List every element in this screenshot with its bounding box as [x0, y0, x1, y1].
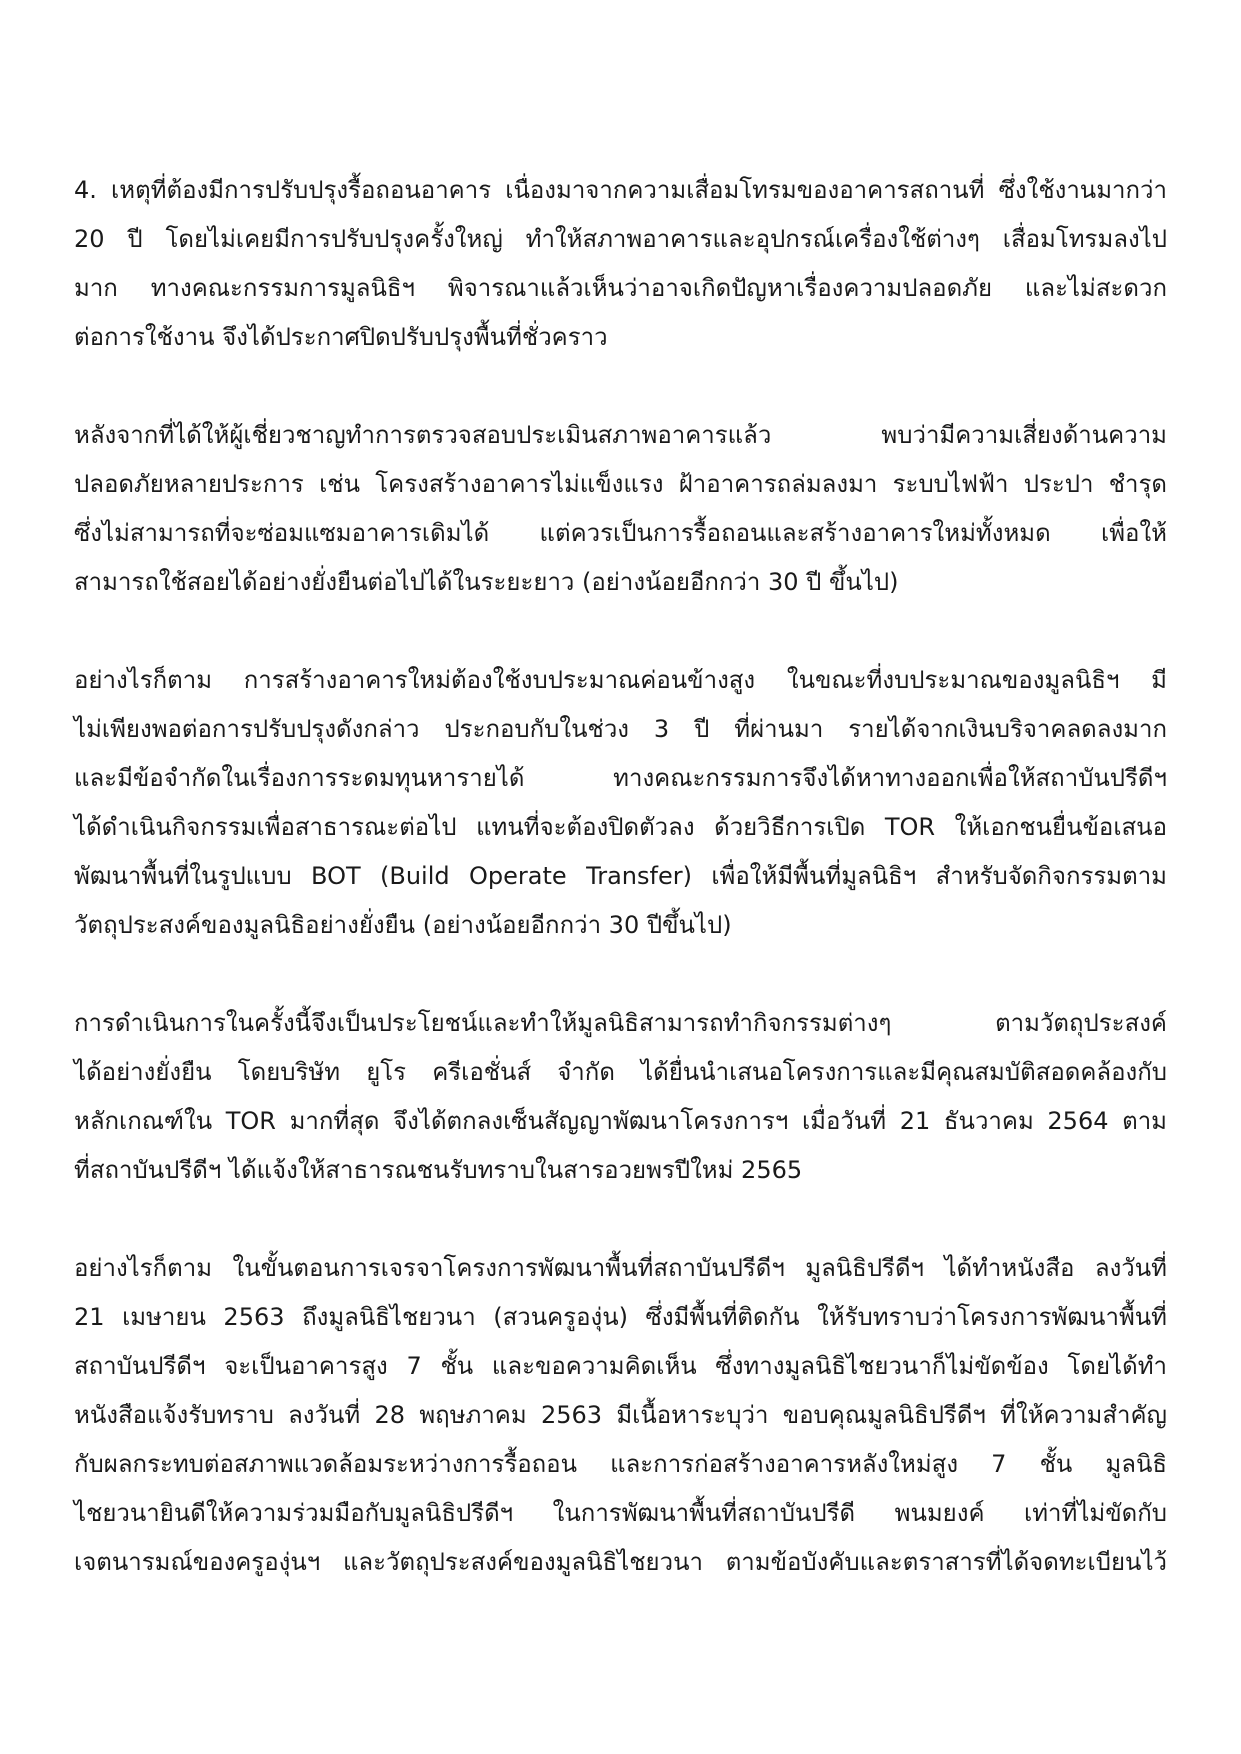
text-line: มาก ทางคณะกรรมการมูลนิธิฯ พิจารณาแล้วเห็นว่าอาจเกิดปัญหาเรื่องความปลอดภัย และไม่สะดวก [74, 274, 1167, 302]
text-line: ปลอดภัยหลายประการ เช่น โครงสร้างอาคารไม่แข็งแรง ฝ้าอาคารถล่มลงมา ระบบไฟฟ้า ประปา ชำรุด [74, 470, 1167, 498]
paragraph-1 [74, 166, 1167, 362]
text-line: สถาบันปรีดีฯ จะเป็นอาคารสูง 7 ชั้น และขอความคิดเห็น ซึ่งทางมูลนิธิไชยวนาก็ไม่ขัดข้อง โดยได้ทำ [74, 1352, 1167, 1380]
text-line: กับผลกระทบต่อสภาพแวดล้อมระหว่างการรื้อถอน และการก่อสร้างอาคารหลังใหม่สูง 7 ชั้น มูลนิธิ [74, 1450, 1167, 1478]
text-line: การดำเนินการในครั้งนี้จึงเป็นประโยชน์และทำให้มูลนิธิสามารถทำกิจกรรมต่างๆ ตามวัตถุประสงค์ [74, 1009, 1167, 1037]
text-line: และมีข้อจำกัดในเรื่องการระดมทุนหารายได้ ทางคณะกรรมการจึงได้หาทางออกเพื่อให้สถาบันปรีดีฯ [74, 764, 1167, 792]
text-line: อย่างไรก็ตาม การสร้างอาคารใหม่ต้องใช้งบประมาณค่อนข้างสูง ในขณะที่งบประมาณของมูลนิธิฯ มี [74, 666, 1167, 694]
text-line: ซึ่งไม่สามารถที่จะซ่อมแซมอาคารเดิมได้ แต่ควรเป็นการรื้อถอนและสร้างอาคารใหม่ทั้งหมด เพื่อให้ [74, 519, 1167, 547]
text-line: หนังสือแจ้งรับทราบ ลงวันที่ 28 พฤษภาคม 2563 มีเนื้อหาระบุว่า ขอบคุณมูลนิธิปรีดีฯ ที่ให้ความสำคัญ [74, 1401, 1167, 1429]
text-line: ต่อการใช้งาน จึงได้ประกาศปิดปรับปรุงพื้นที่ชั่วคราว [74, 323, 608, 351]
paragraph-2 [74, 411, 1167, 607]
text-line: ที่สถาบันปรีดีฯ ได้แจ้งให้สาธารณชนรับทราบในสารอวยพรปีใหม่ 2565 [74, 1156, 803, 1184]
text-line: 4. เหตุที่ต้องมีการปรับปรุงรื้อถอนอาคาร เนื่องมาจากความเสื่อมโทรมของอาคารสถานที่ ซึ่งใช้งานมากว่า [74, 176, 1167, 204]
paragraph-4 [74, 999, 1167, 1195]
paragraph-3 [74, 656, 1167, 950]
text-line: ได้ดำเนินกิจกรรมเพื่อสาธารณะต่อไป แทนที่จะต้องปิดตัวลง ด้วยวิธีการเปิด TOR ให้เอกชนยื่นข้อเสนอ [74, 813, 1167, 841]
text-line: หลักเกณฑ์ใน TOR มากที่สุด จึงได้ตกลงเซ็นสัญญาพัฒนาโครงการฯ เมื่อวันที่ 21 ธันวาคม 2564 ตาม [74, 1107, 1167, 1135]
text-line: อย่างไรก็ตาม ในขั้นตอนการเจรจาโครงการพัฒนาพื้นที่สถาบันปรีดีฯ มูลนิธิปรีดีฯ ได้ทำหนังสือ ลงวันที่ [74, 1254, 1167, 1282]
text-line: เจตนารมณ์ของครูองุ่นฯ และวัตถุประสงค์ของมูลนิธิไชยวนา ตามข้อบังคับและตราสารที่ได้จดทะเบียนไว้ [74, 1548, 1167, 1576]
paragraph-5 [74, 1244, 1167, 1587]
text-line: หลังจากที่ได้ให้ผู้เชี่ยวชาญทำการตรวจสอบประเมินสภาพอาคารแล้ว พบว่ามีความเสี่ยงด้านความ [74, 421, 1167, 449]
text-line: ไชยวนายินดีให้ความร่วมมือกับมูลนิธิปรีดีฯ ในการพัฒนาพื้นที่สถาบันปรีดี พนมยงค์ เท่าที่ไม่ขัดกับ [74, 1499, 1167, 1527]
text-line: ไม่เพียงพอต่อการปรับปรุงดังกล่าว ประกอบกับในช่วง 3 ปี ที่ผ่านมา รายได้จากเงินบริจาคลดลงมาก [74, 715, 1167, 743]
text-line: สามารถใช้สอยได้อย่างยั่งยืนต่อไปได้ในระยะยาว (อย่างน้อยอีกกว่า 30 ปี ขึ้นไป) [74, 568, 899, 596]
text-line: พัฒนาพื้นที่ในรูปแบบ BOT (Build Operate Transfer) เพื่อให้มีพื้นที่มูลนิธิฯ สำหรับจัดกิจกรรมตาม [74, 862, 1167, 890]
text-line: วัตถุประสงค์ของมูลนิธิอย่างยั่งยืน (อย่างน้อยอีกกว่า 30 ปีขึ้นไป) [74, 911, 732, 939]
text-line: ได้อย่างยั่งยืน โดยบริษัท ยูโร ครีเอชั่นส์ จำกัด ได้ยื่นนำเสนอโครงการและมีคุณสมบัติสอดคล้องกับ [74, 1058, 1167, 1086]
text-line: 20 ปี โดยไม่เคยมีการปรับปรุงครั้งใหญ่ ทำให้สภาพอาคารและอุปกรณ์เครื่องใช้ต่างๆ เสื่อมโทรมลงไป [74, 225, 1167, 253]
text-line: 21 เมษายน 2563 ถึงมูลนิธิไชยวนา (สวนครูองุ่น) ซึ่งมีพื้นที่ติดกัน ให้รับทราบว่าโครงการพัฒนาพื้นที่ [74, 1303, 1167, 1331]
